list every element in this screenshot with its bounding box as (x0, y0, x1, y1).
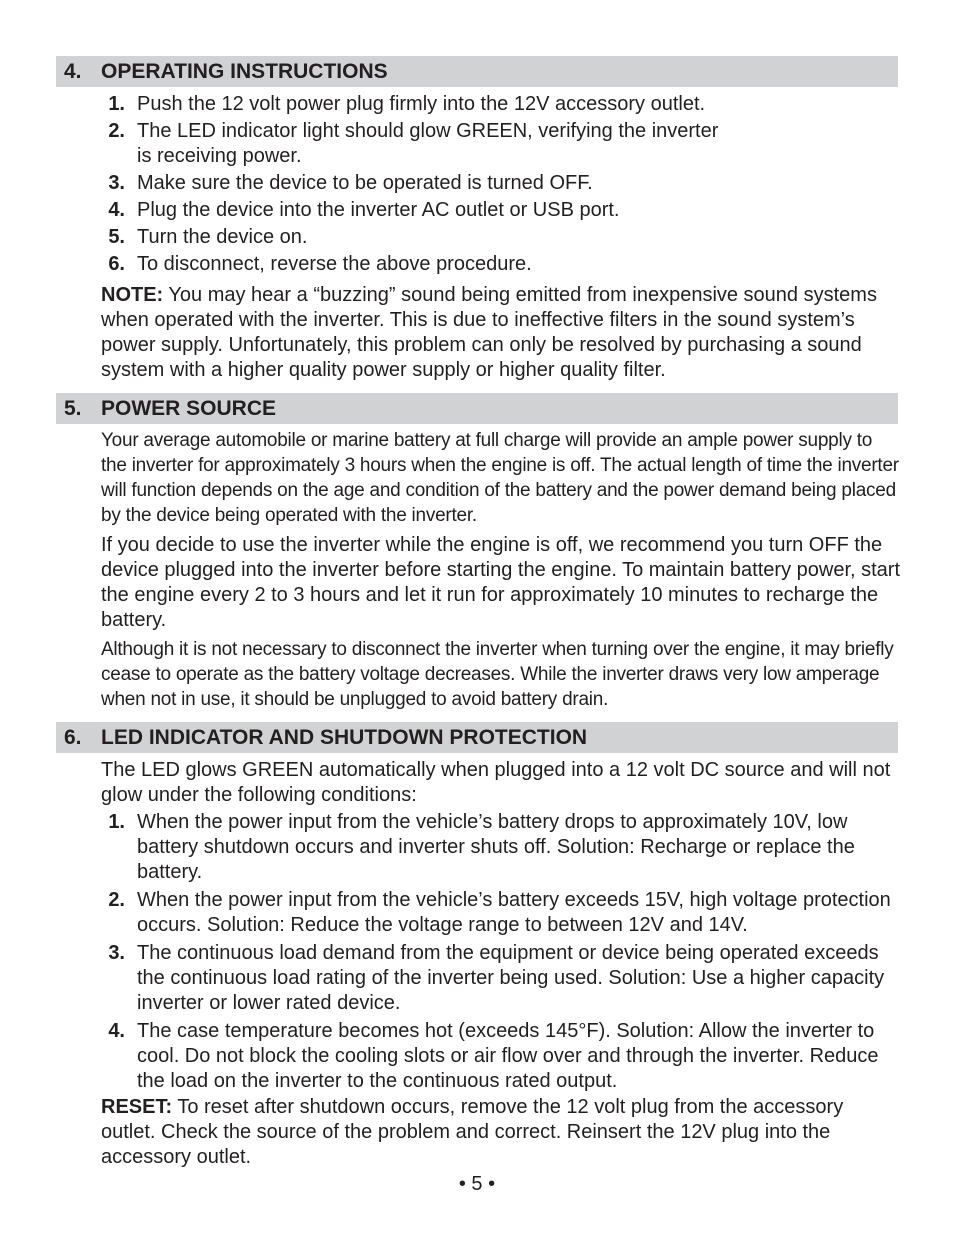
item-number: 3. (108, 942, 125, 964)
list-item (101, 225, 901, 250)
item-number: 4. (108, 199, 125, 221)
list-item (101, 92, 901, 117)
list-item (101, 941, 901, 1016)
section-title: POWER SOURCE (101, 397, 277, 420)
power-source-paragraph-2: If you decide to use the inverter while the engine is off, we recommend you turn OFF the device plugged into the inverter before starting the engine. To maintain battery power, start the engine every 2 to 3 hours and let it run for approximately 10 minutes to recharge the battery. (101, 534, 901, 631)
item-text: When the power input from the vehicle’s battery exceeds 15V, high voltage protection occurs. Solution: Reduce the voltage range to between 12V and 14V. (137, 889, 891, 936)
list-item (101, 810, 901, 885)
reset-text: To reset after shutdown occurs, remove the 12 volt plug from the accessory outlet. Check the source of the problem and correct. Reinsert the 12V plug into the accessory outlet. (101, 1096, 844, 1168)
power-source-paragraph-3: Although it is not necessary to disconnect the inverter when turning over the engine, it may briefly cease to operate as the battery voltage decreases. While the inverter draws very low amperage when not in use, it should be unplugged to avoid battery drain. (101, 639, 894, 710)
item-number: 5. (108, 226, 125, 248)
item-number: 2. (108, 120, 125, 142)
list-item (101, 119, 901, 169)
section-title: LED INDICATOR AND SHUTDOWN PROTECTION (101, 726, 588, 749)
list-item (101, 252, 901, 277)
list-item (101, 888, 901, 938)
power-source-paragraph-1: Your average automobile or marine battery at full charge will provide an ample power supply to the inverter for approximately 3 hours when the engine is off. The actual length of time the inverter will function depends on the age and condition of the battery and the power demand being placed by the device being operated with the inverter. (101, 430, 899, 526)
item-number: 1. (108, 93, 125, 115)
note-paragraph (101, 283, 901, 383)
section-number: 5. (64, 397, 82, 420)
section-number: 4. (64, 60, 82, 83)
note-text: You may hear a “buzzing” sound being emitted from inexpensive sound systems when operated with the inverter. This is due to ineffective filters in the sound system’s power supply. Unfortunately, this problem can only be resolved by purchasing a sound system with a higher quality power supply or higher quality filter. (101, 284, 877, 381)
item-number: 6. (108, 253, 125, 275)
section-header-led-indicator (56, 722, 898, 753)
item-text: Make sure the device to be operated is turned OFF. (137, 172, 593, 194)
section-number: 6. (64, 726, 82, 749)
list-item (101, 171, 901, 196)
item-text: The continuous load demand from the equipment or device being operated exceeds the continuous load rating of the inverter being used. Solution: Use a higher capacity inverter or lower rated device. (137, 942, 885, 1014)
item-text: Plug the device into the inverter AC outlet or USB port. (137, 199, 620, 221)
item-text: Push the 12 volt power plug firmly into the 12V accessory outlet. (137, 93, 706, 115)
item-number: 1. (108, 811, 125, 833)
item-text: Turn the device on. (137, 226, 308, 248)
reset-label: RESET: (101, 1096, 173, 1118)
note-label: NOTE: (101, 284, 164, 306)
item-text-line-2: is receiving power. (137, 145, 302, 167)
item-text: When the power input from the vehicle’s battery drops to approximately 10V, low battery shutdown occurs and inverter shuts off. Solution: Recharge or replace the battery. (137, 811, 855, 883)
section-header-operating-instructions (56, 56, 898, 87)
item-text-line-1: The LED indicator light should glow GREEN, verifying the inverter (137, 120, 719, 142)
list-item (101, 1019, 901, 1094)
section-title: OPERATING INSTRUCTIONS (101, 60, 388, 83)
item-text: The case temperature becomes hot (exceeds 145°F). Solution: Allow the inverter to cool. Do not block the cooling slots or air flow over and through the inverter. Reduce the load on the inverter to the continuous rated output. (137, 1020, 879, 1092)
item-number: 3. (108, 172, 125, 194)
section-header-power-source (56, 393, 898, 424)
operating-steps-list (101, 92, 901, 277)
page-number: • 5 • (458, 1173, 496, 1195)
item-text: To disconnect, reverse the above procedure. (137, 253, 532, 275)
reset-paragraph (101, 1095, 901, 1170)
led-intro-paragraph: The LED glows GREEN automatically when plugged into a 12 volt DC source and will not glow under the following conditions: (101, 759, 891, 806)
shutdown-conditions-list (101, 810, 901, 1094)
item-number: 4. (108, 1020, 125, 1042)
item-number: 2. (108, 889, 125, 911)
list-item (101, 198, 901, 223)
